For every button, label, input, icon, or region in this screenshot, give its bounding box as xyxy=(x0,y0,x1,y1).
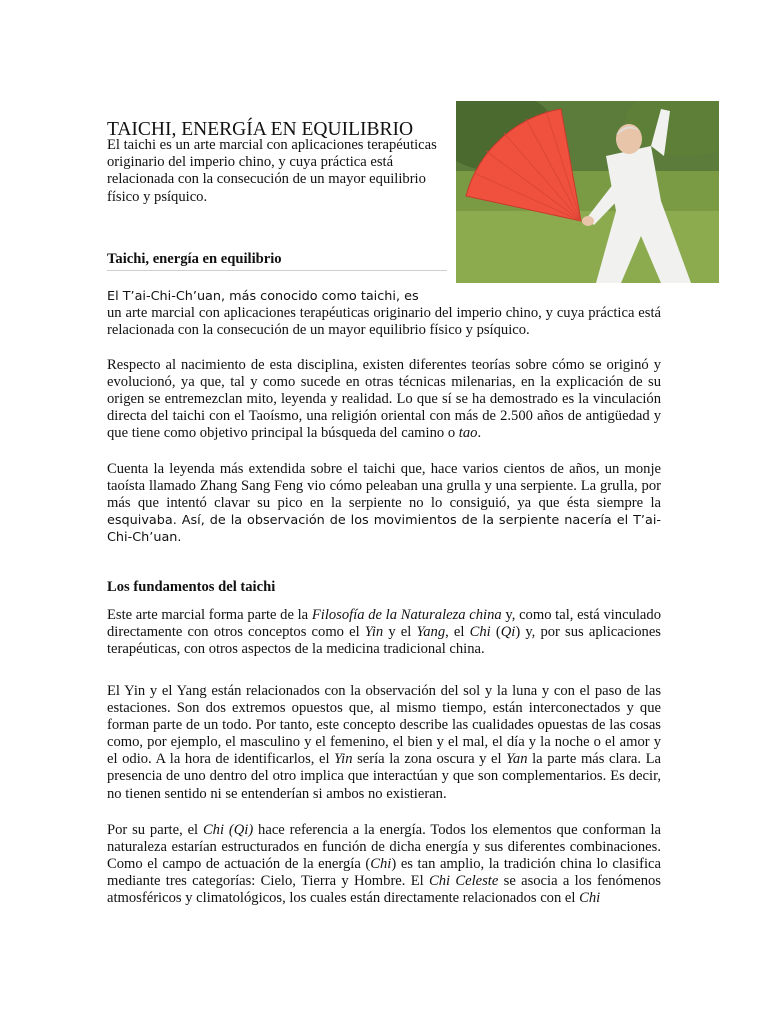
p4-c: y el xyxy=(383,624,417,641)
p4-a: Este arte marcial forma parte de la xyxy=(107,607,312,623)
p4-i4: Chi xyxy=(469,624,491,641)
p4-d: , el xyxy=(445,624,470,641)
paragraph-3-text: Cuenta la leyenda más extendida sobre el taichi que, hace varios cientos de años, un monje taoísta llamado Zhang Sang Feng vio cómo peleaban una grulla y una serpiente. La grulla, por más que intentó clavar su pico en la serpiente no lo consiguió, ya que ésta siempre la xyxy=(107,461,661,512)
p4-i5: Qi xyxy=(500,624,516,641)
paragraph-2-italic: tao xyxy=(458,425,478,442)
article-title: TAICHI, ENERGÍA EN EQUILIBRIO xyxy=(107,119,414,140)
paragraph-1-first-line: El T’ai-Chi-Ch’uan, más conocido como taichi, es xyxy=(107,289,419,304)
paragraph-2 xyxy=(107,357,661,442)
p5-b: sería la zona oscura y el xyxy=(352,751,507,768)
paragraph-1: un arte marcial con aplicaciones terapéuticas originario del imperio chino, y cuya práctica está relacionada con la consecución de un mayor equilibrio físico y psíquico. xyxy=(107,305,661,339)
paragraph-3-sans-fragment: esquivaba. Así, de la observación de los movimientos de la serpiente nacería el T’ai-Chi-Ch’uan. xyxy=(107,513,661,546)
p4-i2: Yin xyxy=(364,624,384,641)
paragraph-3 xyxy=(107,461,661,546)
taichi-photo-illustration xyxy=(456,101,719,283)
p6-d: se asocia a los fenómenos atmosféricos y climatológicos, los cuales están directamente relacionados con el xyxy=(107,873,661,907)
p5-i2: Yan xyxy=(506,751,528,768)
paragraph-2-text: Respecto al nacimiento de esta disciplina, existen diferentes teorías sobre cómo se originó y evolucionó, ya que, tal y como sucede en otras técnicas milenarias, en la explicación de su origen se entremezclan mito, leyenda y realidad. Lo que sí se ha demostrado es la vinculación directa del taichi con el Taoísmo, una religión oriental con más de 2.500 años de antigüedad y que tiene como objetivo principal la búsqueda del camino o xyxy=(107,357,661,442)
p4-i3: Yang xyxy=(416,624,446,641)
article-intro: El taichi es un arte marcial con aplicaciones terapéuticas originario del imperio chino, y cuya práctica está relacionada con la consecución de un mayor equilibrio físico y psíquico. xyxy=(107,137,437,205)
p6-i4: Chi xyxy=(579,890,601,907)
p6-i2: Chi xyxy=(370,856,392,873)
paragraph-6 xyxy=(107,822,661,907)
taichi-photo xyxy=(456,101,719,283)
p6-b: hace referencia a la energía. Todos los elementos que conforman la naturaleza estarían estructurados en función de dicha energía y sus diferentes combinaciones. Como el campo de actuación de la energía ( xyxy=(107,822,661,873)
p6-c: ) es tan amplio, la tradición china lo clasifica mediante tres categorías: Cielo, Tierra y Hombre. El xyxy=(107,856,662,890)
paragraph-5 xyxy=(107,683,661,803)
p6-a: Por su parte, el xyxy=(107,822,203,838)
p4-i1: Filosofía de la Naturaleza china xyxy=(311,607,502,623)
p5-a: El Yin y el Yang están relacionados con la observación del sol y la luna y con el paso de las estaciones. Son dos extremos opuestos que, al mismo tiempo, están interconectados y que forman parte de un todo. Por tanto, este concepto describe las cualidades opuestas de las cosas como, por ejemplo, el masculino y el femenino, el bien y el mal, el día y la noche o el amor y el odio. A la hora de identificarlos, el xyxy=(107,683,661,768)
p4-f: ) y, por sus aplicaciones terapéuticas, con otros aspectos de la medicina tradicional china. xyxy=(107,624,661,658)
p4-e: ( xyxy=(490,624,501,641)
p4-b: y, como tal, está vinculado directamente con otros conceptos como el xyxy=(107,607,662,641)
p6-i3: Chi Celeste xyxy=(429,873,499,890)
subheading-inline: Taichi, energía en equilibrio xyxy=(107,250,447,271)
p5-i1: Yin xyxy=(334,751,353,768)
paragraph-2-end: . xyxy=(477,425,482,442)
p5-c: la parte más clara. La presencia de uno dentro del otro implica que interactúan y que son complementarios. Es decir, no tienen sentido ni se entenderían si ambos no existieran. xyxy=(107,751,661,802)
paragraph-4 xyxy=(107,607,661,658)
section-heading: Los fundamentos del taichi xyxy=(107,579,276,595)
p6-i1: Chi (Qi) xyxy=(202,822,254,838)
